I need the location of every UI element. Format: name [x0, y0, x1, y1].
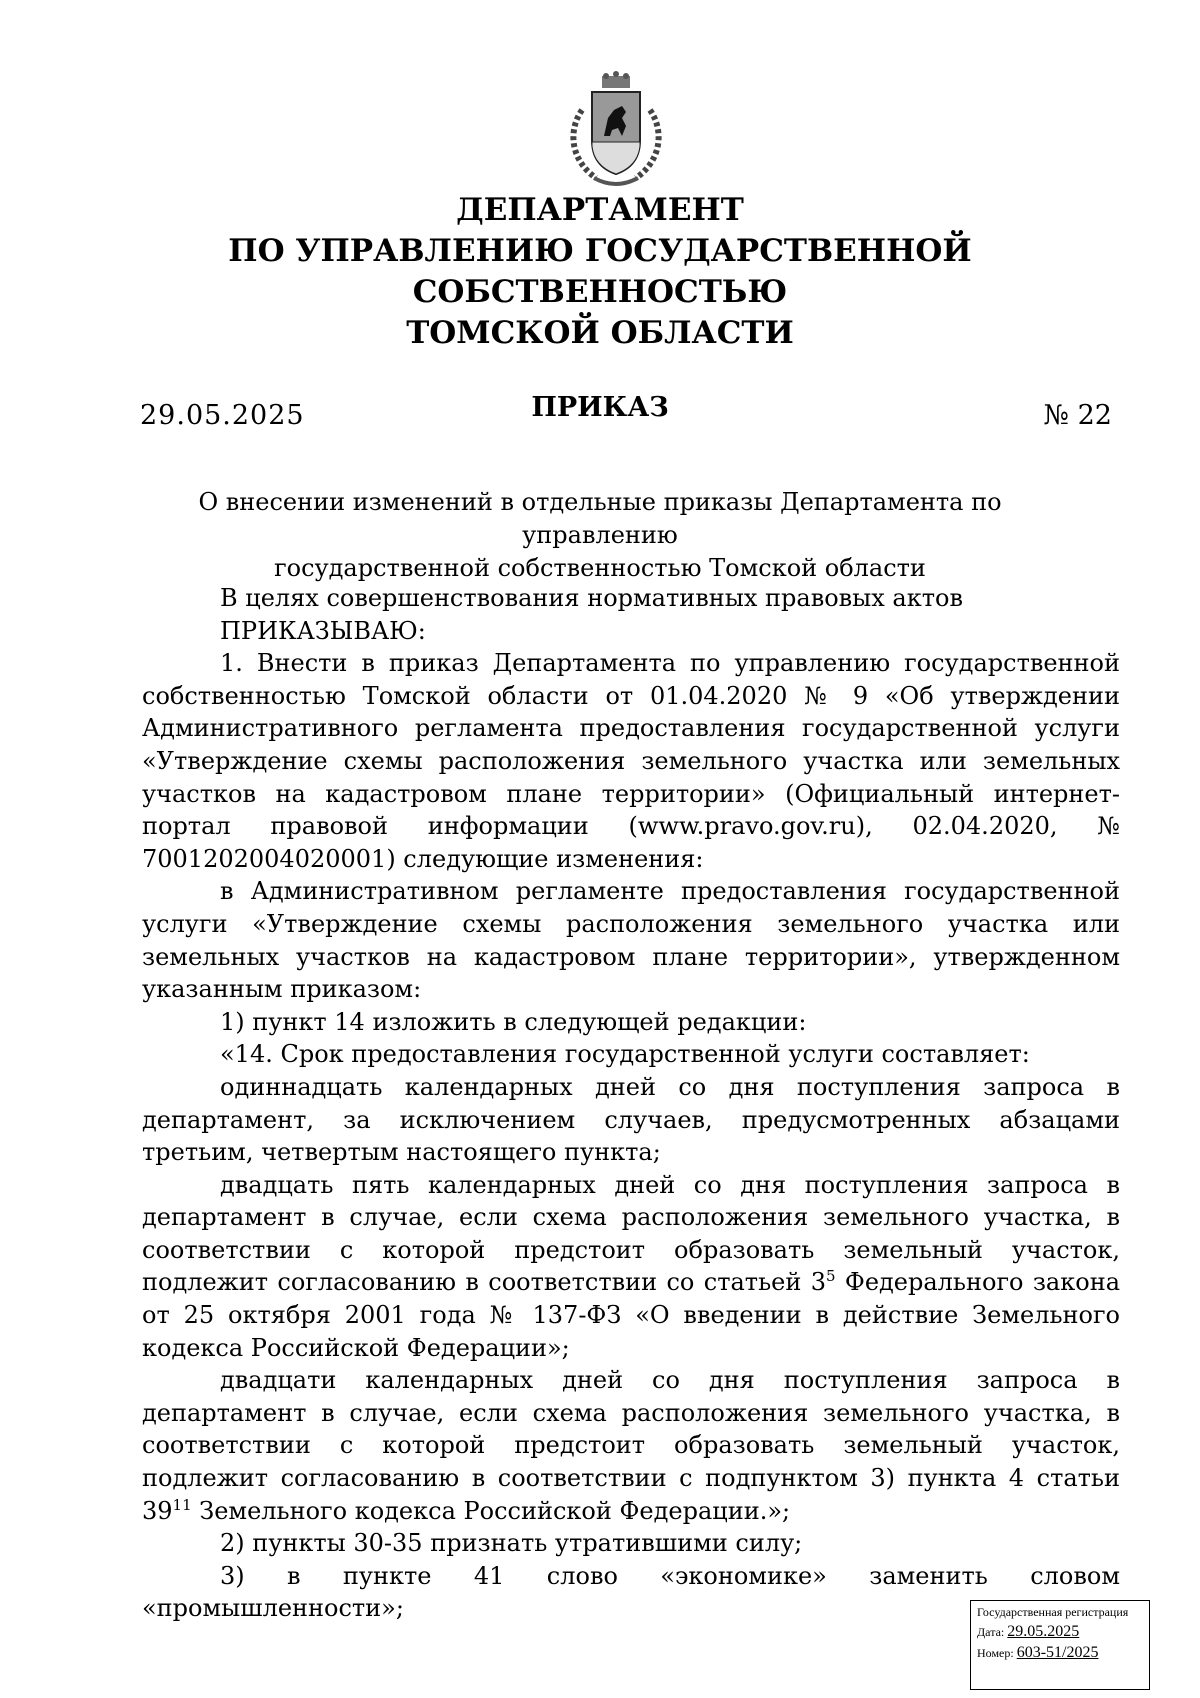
coat-of-arms-emblem	[560, 70, 672, 188]
stamp-date-label: Дата:	[977, 1625, 1005, 1639]
superscript: 11	[172, 1495, 192, 1514]
text-segment: двадцать пять календарных дней со дня поступления запроса в департамент в случае, если схема расположения земельного участка, в соответствии с которой предстоит образовать земельный участок, подлежит согласованию в соответствии со статьей 3	[142, 1170, 1120, 1297]
document-body	[142, 582, 1120, 1625]
paragraph-subitem-3: 3) в пункте 41 слово «экономике» заменить словом «промышленности»;	[142, 1561, 1120, 1623]
registration-stamp	[970, 1600, 1150, 1690]
text-segment: Федерального закона от 25 октября 2001 года № 137-ФЗ «О введении в действие Земельного кодекса Российской Федерации»;	[142, 1268, 1120, 1362]
paragraph-subitem-2: 2) пункты 30-35 признать утратившими силу;	[220, 1529, 803, 1558]
paragraph-point-14: «14. Срок предоставления государственной услуги составляет:	[220, 1040, 1030, 1069]
text-segment: Земельного кодекса Российской Федерации.»;	[191, 1496, 791, 1525]
document-number: № 22	[1043, 400, 1112, 431]
stamp-number-label: Номер:	[977, 1646, 1014, 1660]
document-type: ПРИКАЗ	[531, 392, 669, 423]
text-segment: двадцати календарных дней со дня поступления запроса в департамент в случае, если схема расположения земельного участка, в соответствии с которой предстоит образовать земельный участок, подлежит согласованию в соответствии с подпунктом 3) пункта 4 статьи 39	[142, 1366, 1120, 1525]
org-name-line-3: ТОМСКОЙ ОБЛАСТИ	[406, 315, 794, 351]
stamp-date-row	[977, 1623, 1143, 1641]
paragraph-regulation: в Административном регламенте предоставления государственной услуги «Утверждение схемы расположения земельного участка или земельных участков на кадастровом плане территории», утвержденном указанным приказом:	[142, 877, 1120, 1004]
paragraph-subitem-1: 1) пункт 14 изложить в следующей редакции:	[220, 1007, 807, 1036]
stamp-number-value: 603-51/2025	[1016, 1644, 1099, 1661]
paragraph-item-1: 1. Внести в приказ Департамента по управлению государственной собственностью Томской области от 01.04.2020 № 9 «Об утверждении Административного регламента предоставления государственной услуги «Утверждение схемы расположения земельного участка или земельных участков на кадастровом плане территории» (Официальный интернет-портал правовой информации (www.pravo.gov.ru), 02.04.2020, № 7001202004020001) следующие изменения:	[142, 649, 1120, 873]
stamp-date-value: 29.05.2025	[1007, 1623, 1080, 1640]
superscript: 5	[825, 1267, 836, 1286]
title-line-2: государственной собственностью Томской области	[274, 554, 926, 582]
document-title	[150, 486, 1050, 585]
document-header	[120, 190, 1080, 423]
org-name-line-1: ДЕПАРТАМЕНТ	[456, 192, 744, 228]
stamp-number-row	[977, 1644, 1143, 1662]
title-line-1: О внесении изменений в отдельные приказы Департамента по управлению	[198, 488, 1002, 549]
stamp-title: Государственная регистрация	[977, 1605, 1129, 1619]
paragraph-twenty-days	[142, 1364, 1120, 1527]
org-name-line-2: ПО УПРАВЛЕНИЮ ГОСУДАРСТВЕННОЙ СОБСТВЕННОСТЬЮ	[228, 233, 972, 310]
document-date: 29.05.2025	[140, 400, 305, 431]
paragraph-twenty-five-days	[142, 1169, 1120, 1365]
paragraph-order: ПРИКАЗЫВАЮ:	[220, 616, 426, 645]
paragraph-preamble: В целях совершенствования нормативных правовых актов	[220, 584, 963, 612]
paragraph-eleven-days: одиннадцать календарных дней со дня поступления запроса в департамент, за исключением случаев, предусмотренных абзацами третьим, четвертым настоящего пункта;	[142, 1072, 1120, 1167]
